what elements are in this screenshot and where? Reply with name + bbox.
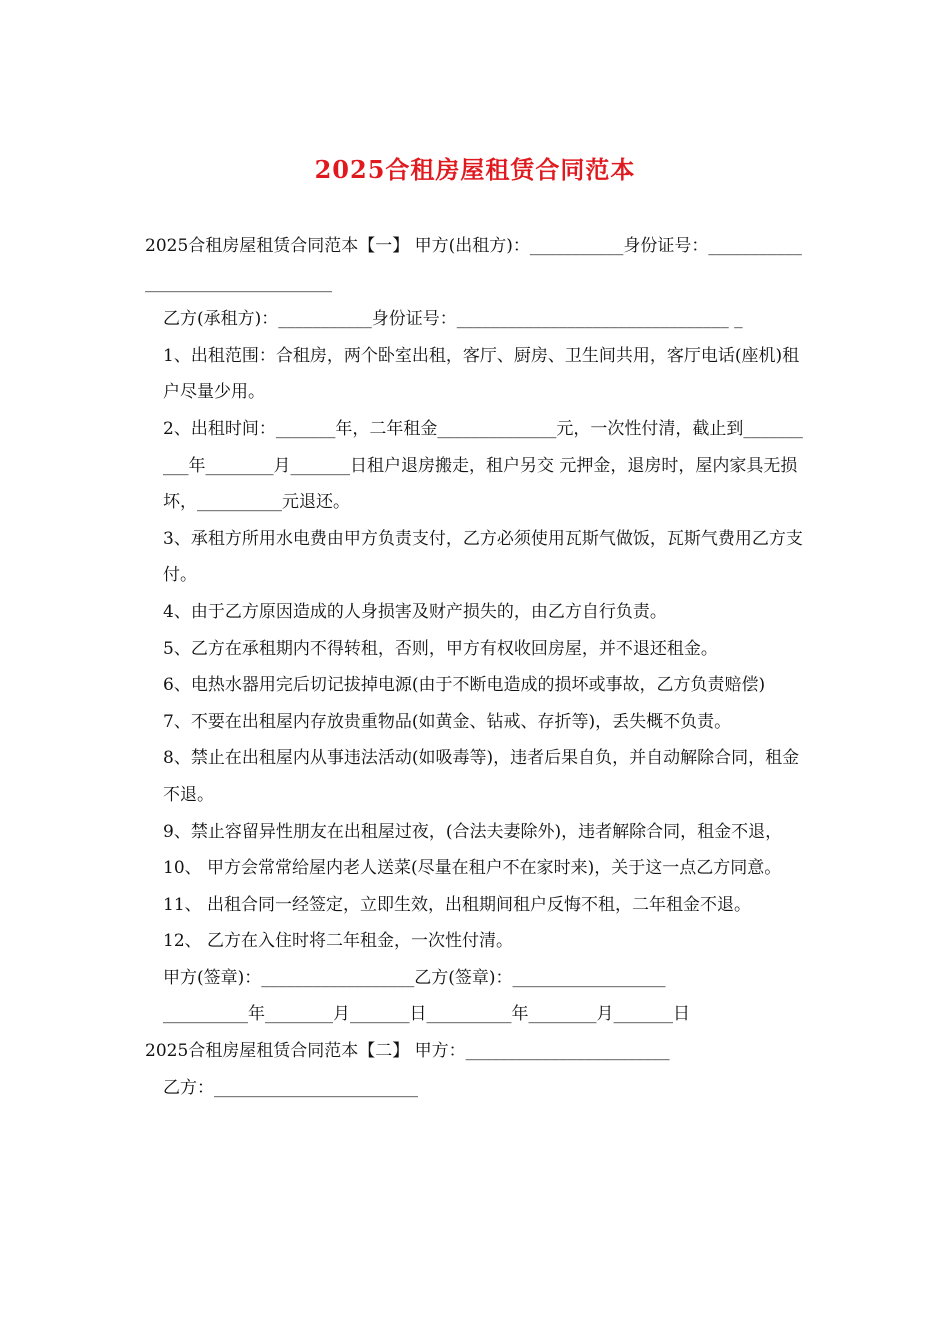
date-line: __________年________月_______日__________年________月_______日 xyxy=(163,1004,690,1025)
clause-7: 7、不要在出租屋内存放贵重物品(如黄金、钻戒、存折等)，丢失概不负责。 xyxy=(163,711,732,732)
paragraph-header-2: 2025合租房屋租赁合同范本【二】 甲方：________________________ xyxy=(145,1041,670,1062)
clause-10: 10、 甲方会常常给屋内老人送菜(尽量在租户不在家时来)，关于这一点乙方同意。 xyxy=(163,858,782,879)
clause-8: 8、禁止在出租屋内从事违法活动(如吸毒等)，违者后果自负，并自动解除合同，租金不退。 xyxy=(163,748,800,805)
document-body xyxy=(145,228,810,1106)
clause-6: 6、电热水器用完后切记拔掉电源(由于不断电造成的损坏或事故，乙方负责赔偿) xyxy=(163,675,766,696)
paragraph-party-b-2: 乙方：________________________ xyxy=(163,1077,418,1098)
signature-line: 甲方(签章)：__________________乙方(签章)：__________________ xyxy=(163,967,666,988)
paragraph-party-b: 乙方(承租方)：___________身份证号：________________________________ _ xyxy=(163,309,743,330)
clause-9: 9、禁止容留异性朋友在出租屋过夜，(合法夫妻除外)，违者解除合同，租金不退， xyxy=(163,821,783,842)
document-title: 2025合租房屋租赁合同范本 xyxy=(314,155,636,184)
clause-4: 4、由于乙方原因造成的人身损害及财产损失的，由乙方自行负责。 xyxy=(163,601,667,622)
clause-3: 3、承租方所用水电费由甲方负责支付，乙方必须使用瓦斯气做饭，瓦斯气费用乙方支付。 xyxy=(163,528,803,586)
clause-5: 5、乙方在承租期内不得转租，否则，甲方有权收回房屋，并不退还租金。 xyxy=(163,638,718,659)
clause-12: 12、 乙方在入住时将二年租金，一次性付清。 xyxy=(163,931,514,952)
clause-11: 11、 出租合同一经签定，立即生效，出租期间租户反悔不租，二年租金不退。 xyxy=(163,894,752,915)
clause-1: 1、出租范围：合租房，两个卧室出租，客厅、厨房、卫生间共用，客厅电话(座机)租户尽量少用。 xyxy=(163,345,800,403)
paragraph-header-1: 2025合租房屋租赁合同范本【一】 甲方(出租方)：___________身份证号：_________________________________ xyxy=(145,236,802,293)
clause-2: 2、出租时间：_______年，二年租金______________元，一次性付清，截止到__________年________月_______日租户退房搬走，租户另交 元押金，退房时，屋内家具无损坏，__________元退还。 xyxy=(163,418,803,513)
